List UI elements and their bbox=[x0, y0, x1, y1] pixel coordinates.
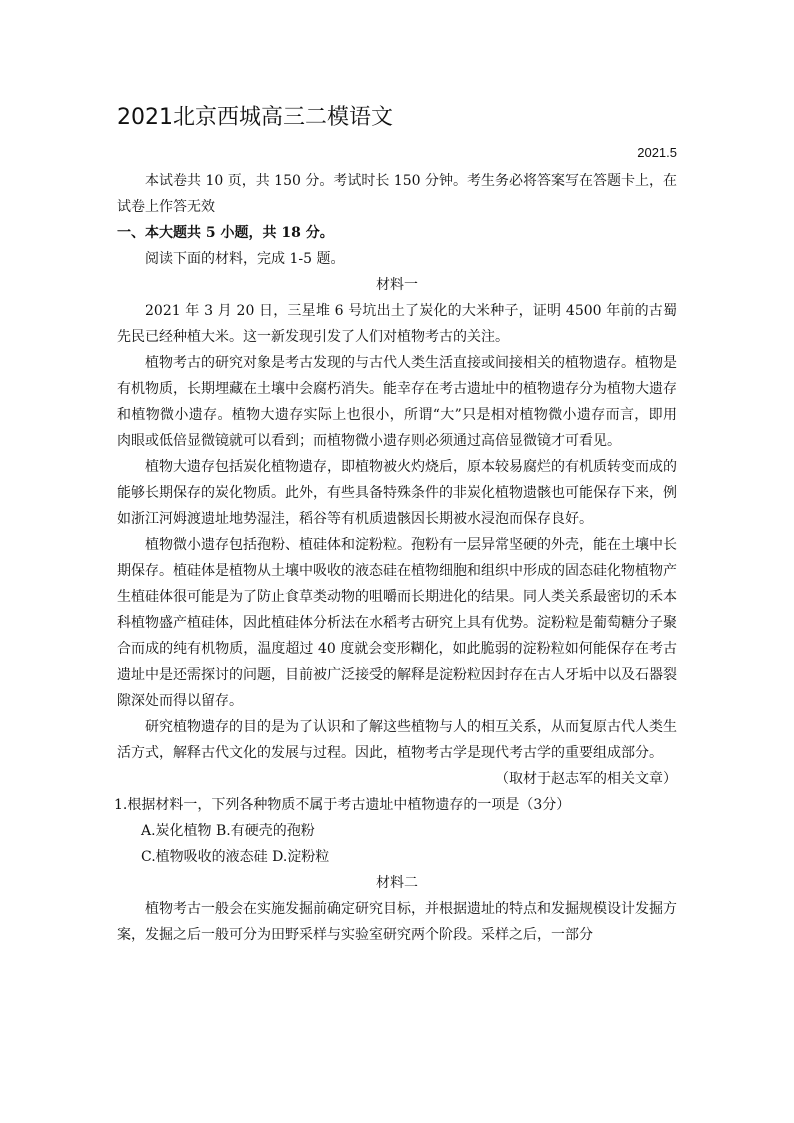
intro-text: 本试卷共 10 页，共 150 分。考试时长 150 分钟。考生务必将答案写在答题卡上，在试卷上作答无效 bbox=[117, 173, 677, 215]
material-one-paragraph: 植物考古的研究对象是考古发现的与古代人类生活直接或间接相关的植物遗存。植物是有机物质，长期埋藏在土壤中会腐朽消失。能幸存在考古遗址中的植物遗存分为植物大遗存和植物微小遗存。植物大遗存实际上也很小，所谓“大”只是相对植物微小遗存而言，即用肉眼或低倍显微镜就可以看到；而植物微小遗存则必须通过高倍显微镜才可看见。 bbox=[117, 355, 677, 449]
material-one-paragraph: 植物大遗存包括炭化植物遗存，即植物被火灼烧后，原本较易腐烂的有机质转变而成的能够长期保存的炭化物质。此外，有些具备特殊条件的非炭化植物遗骸也可能保存下来，例如浙江河姆渡遗址地势湿洼，稻谷等有机质遗骸因长期被水浸泡而保存良好。 bbox=[117, 459, 677, 527]
exam-date: 2021.5 bbox=[637, 145, 677, 160]
question-one-stem: 1.根据材料一，下列各种物质不属于考古遗址中植物遗存的一项是（3分） bbox=[114, 797, 571, 813]
document-title: 2021北京西城高三二模语文 bbox=[117, 105, 393, 130]
material-one-paragraph: 植物微小遗存包括孢粉、植硅体和淀粉粒。孢粉有一层异常坚硬的外壳，能在土壤中长期保存。植硅体是植物从土壤中吸收的液态硅在植物细胞和组织中形成的固态硅化物植物产生植硅体很可能是为了防止食草类动物的咀嚼而长期进化的结果。同人类关系最密切的禾本科植物盛产植硅体，因此植硅体分析法在水稻考古研究上具有优势。淀粉粒是葡萄糖分子聚合而成的纯有机物质，温度超过 40 度就会变形糊化，如此脆弱的淀粉粒如何能保存在考古遗址中是还需探讨的问题，目前被广泛接受的解释是淀粉粒因封存在古人牙垢中以及石器裂隙深处而得以留存。 bbox=[117, 537, 677, 709]
question-one-options-c-d: C.植物吸收的液态硅 D.淀粉粒 bbox=[141, 849, 330, 865]
reading-instruction: 阅读下面的材料，完成 1-5 题。 bbox=[145, 251, 345, 267]
material-two-paragraph: 植物考古一般会在实施发掘前确定研究目标，并根据遗址的特点和发掘规模设计发掘方案，发掘之后一般可分为田野采样与实验室研究两个阶段。采样之后，一部分 bbox=[117, 901, 677, 943]
material-two-heading: 材料二 bbox=[376, 875, 418, 891]
material-one-paragraph: 研究植物遗存的目的是为了认识和了解这些植物与人的相互关系，从而复原古代人类生活方式，解释古代文化的发展与过程。因此，植物考古学是现代考古学的重要组成部分。 bbox=[117, 719, 677, 761]
question-one-options-a-b: A.炭化植物 B.有硬壳的孢粉 bbox=[141, 823, 315, 839]
intro-block bbox=[114, 168, 677, 948]
section-heading: 一、本大题共 5 小题，共 18 分。 bbox=[117, 225, 334, 241]
material-one-paragraph: 2021 年 3 月 20 日，三星堆 6 号坑出土了炭化的大米种子，证明 4500 年前的古蜀先民已经种植大米。这一新发现引发了人们对植物考古的关注。 bbox=[117, 303, 677, 345]
material-one-heading: 材料一 bbox=[376, 277, 418, 293]
material-one-source: （取材于赵志军的相关文章） bbox=[495, 771, 677, 787]
